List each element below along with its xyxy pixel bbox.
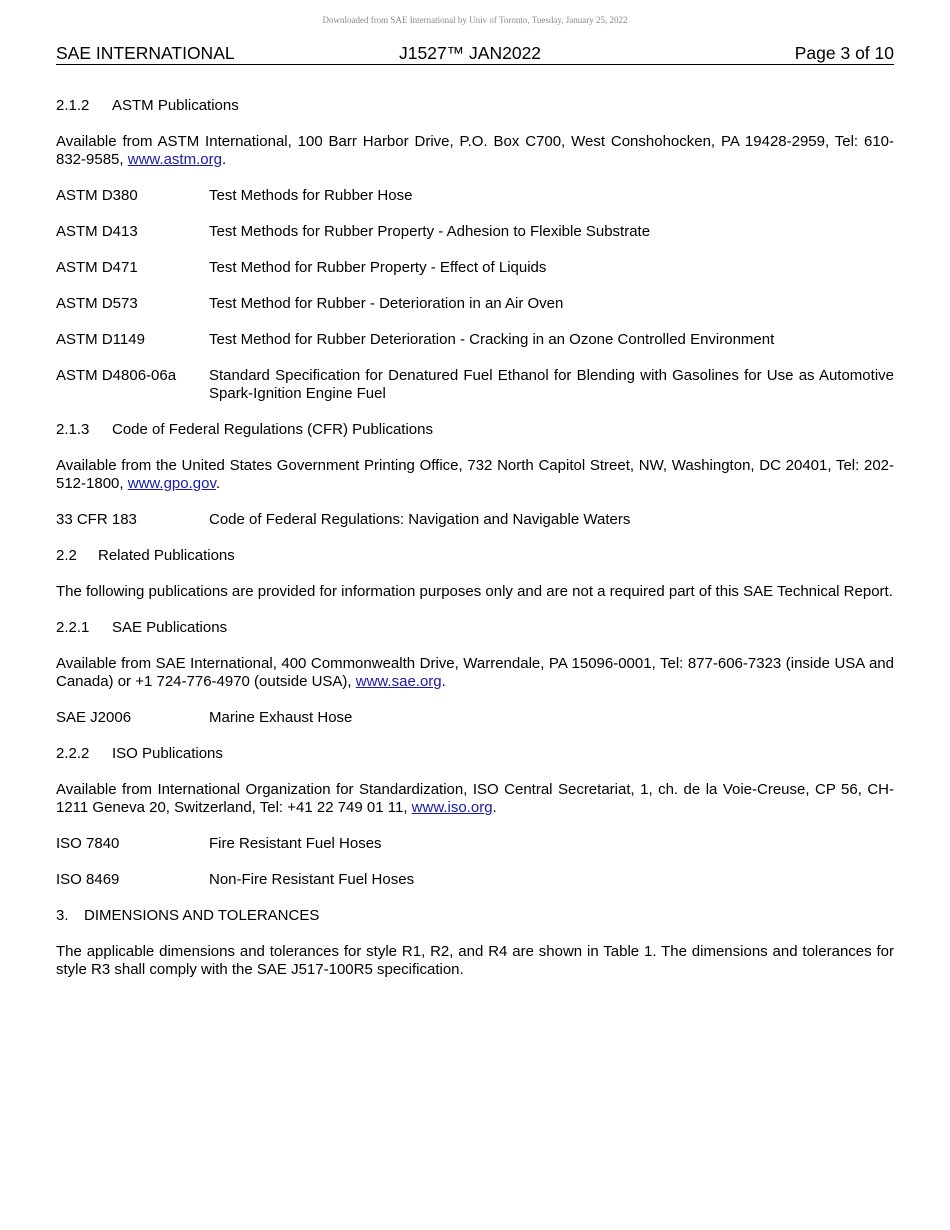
reference-code: ASTM D380 [56, 187, 138, 204]
availability-text: Available from the United States Government Printing Office, 732 North Capitol Street, NW, Washington, DC 20401, Tel: 202-512-1800, [56, 457, 894, 492]
availability-text: Available from ASTM International, 100 Barr Harbor Drive, P.O. Box C700, West Conshohocken, PA 19428-2959, Tel: 610-832-9585, [56, 133, 894, 168]
section-heading-2-2 [56, 547, 894, 565]
reference-entry [56, 295, 894, 313]
reference-entry [56, 259, 894, 277]
reference-entry [56, 367, 894, 403]
reference-title: Test Method for Rubber Deterioration - Cracking in an Ozone Controlled Environment [209, 331, 775, 348]
reference-code: ASTM D413 [56, 223, 138, 240]
section-number: 2.2.1 [56, 619, 90, 636]
reference-title: Standard Specification for Denatured Fuel Ethanol for Blending with Gasolines for Use as Automotive Spark-Ignition Engine Fuel [209, 367, 894, 402]
reference-title: Code of Federal Regulations: Navigation and Navigable Waters [209, 511, 631, 528]
gpo-link[interactable]: www.gpo.gov [127, 475, 216, 492]
download-watermark: Downloaded from SAE International by Univ of Toronto, Tuesday, January 25, 2022 [322, 15, 628, 25]
reference-code: 33 CFR 183 [56, 511, 137, 528]
section-heading-2-2-2 [56, 745, 894, 763]
iso-link[interactable]: www.iso.org [411, 799, 493, 816]
reference-entry [56, 223, 894, 241]
section-title: ASTM Publications [112, 97, 239, 114]
related-publications-text: The following publications are provided for information purposes only and are not a required part of this SAE Technical Report. [56, 583, 893, 600]
reference-entry [56, 871, 894, 889]
page-header [56, 43, 894, 65]
reference-code: ISO 7840 [56, 835, 120, 852]
header-doc-number: J1527™ JAN2022 [399, 43, 542, 63]
sae-link[interactable]: www.sae.org [355, 673, 442, 690]
section-number: 2.2.2 [56, 745, 90, 762]
reference-entry [56, 709, 894, 727]
section-heading-2-1-2 [56, 97, 894, 115]
header-org: SAE INTERNATIONAL [56, 43, 235, 63]
header-page-number: Page 3 of 10 [794, 43, 894, 63]
sae-availability [56, 655, 894, 691]
reference-entry [56, 331, 894, 349]
section-heading-2-2-1 [56, 619, 894, 637]
section-title: Related Publications [98, 547, 235, 564]
document-body [56, 97, 894, 997]
reference-title: Test Method for Rubber Property - Effect of Liquids [209, 259, 547, 276]
period: . [492, 799, 497, 816]
section-title: ISO Publications [112, 745, 223, 762]
section-number: 2.1.3 [56, 421, 90, 438]
reference-code: ASTM D4806-06a [56, 367, 177, 384]
reference-entry [56, 835, 894, 853]
reference-code: SAE J2006 [56, 709, 132, 726]
reference-title: Marine Exhaust Hose [209, 709, 353, 726]
reference-title: Test Methods for Rubber Property - Adhesion to Flexible Substrate [209, 223, 651, 240]
period: . [441, 673, 446, 690]
section-heading-2-1-3 [56, 421, 894, 439]
reference-title: Non-Fire Resistant Fuel Hoses [209, 871, 415, 888]
dimensions-text: The applicable dimensions and tolerances for style R1, R2, and R4 are shown in Table 1. The dimensions and tolerances for style R3 shall comply with the SAE J517-100R5 specification. [56, 943, 894, 978]
reference-entry [56, 511, 894, 529]
section-heading-3 [56, 907, 894, 925]
reference-code: ASTM D1149 [56, 331, 145, 348]
availability-text: Available from SAE International, 400 Commonwealth Drive, Warrendale, PA 15096-0001, Tel: 877-606-7323 (inside USA and Canada) or +1 724-776-4970 (outside USA), [56, 655, 894, 690]
reference-title: Fire Resistant Fuel Hoses [209, 835, 382, 852]
section-number: 2.2 [56, 547, 77, 564]
iso-availability [56, 781, 894, 817]
section-title: SAE Publications [112, 619, 228, 636]
section-title: DIMENSIONS AND TOLERANCES [84, 907, 320, 924]
reference-entry [56, 187, 894, 205]
gpo-availability [56, 457, 894, 493]
reference-title: Test Method for Rubber - Deterioration in an Air Oven [209, 295, 564, 312]
availability-text: Available from International Organization for Standardization, ISO Central Secretariat, 1, ch. de la Voie-Creuse, CP 56, CH-1211 Geneva 20, Switzerland, Tel: +41 22 749 01 11, [56, 781, 894, 816]
reference-code: ASTM D471 [56, 259, 138, 276]
section-title: Code of Federal Regulations (CFR) Publications [112, 421, 433, 438]
section-number: 3. [56, 907, 69, 924]
reference-code: ASTM D573 [56, 295, 138, 312]
period: . [215, 475, 221, 492]
period: . [221, 151, 227, 168]
section-number: 2.1.2 [56, 97, 90, 114]
reference-code: ISO 8469 [56, 871, 120, 888]
astm-availability [56, 133, 894, 169]
astm-link[interactable]: www.astm.org [127, 151, 222, 168]
reference-title: Test Methods for Rubber Hose [209, 187, 413, 204]
